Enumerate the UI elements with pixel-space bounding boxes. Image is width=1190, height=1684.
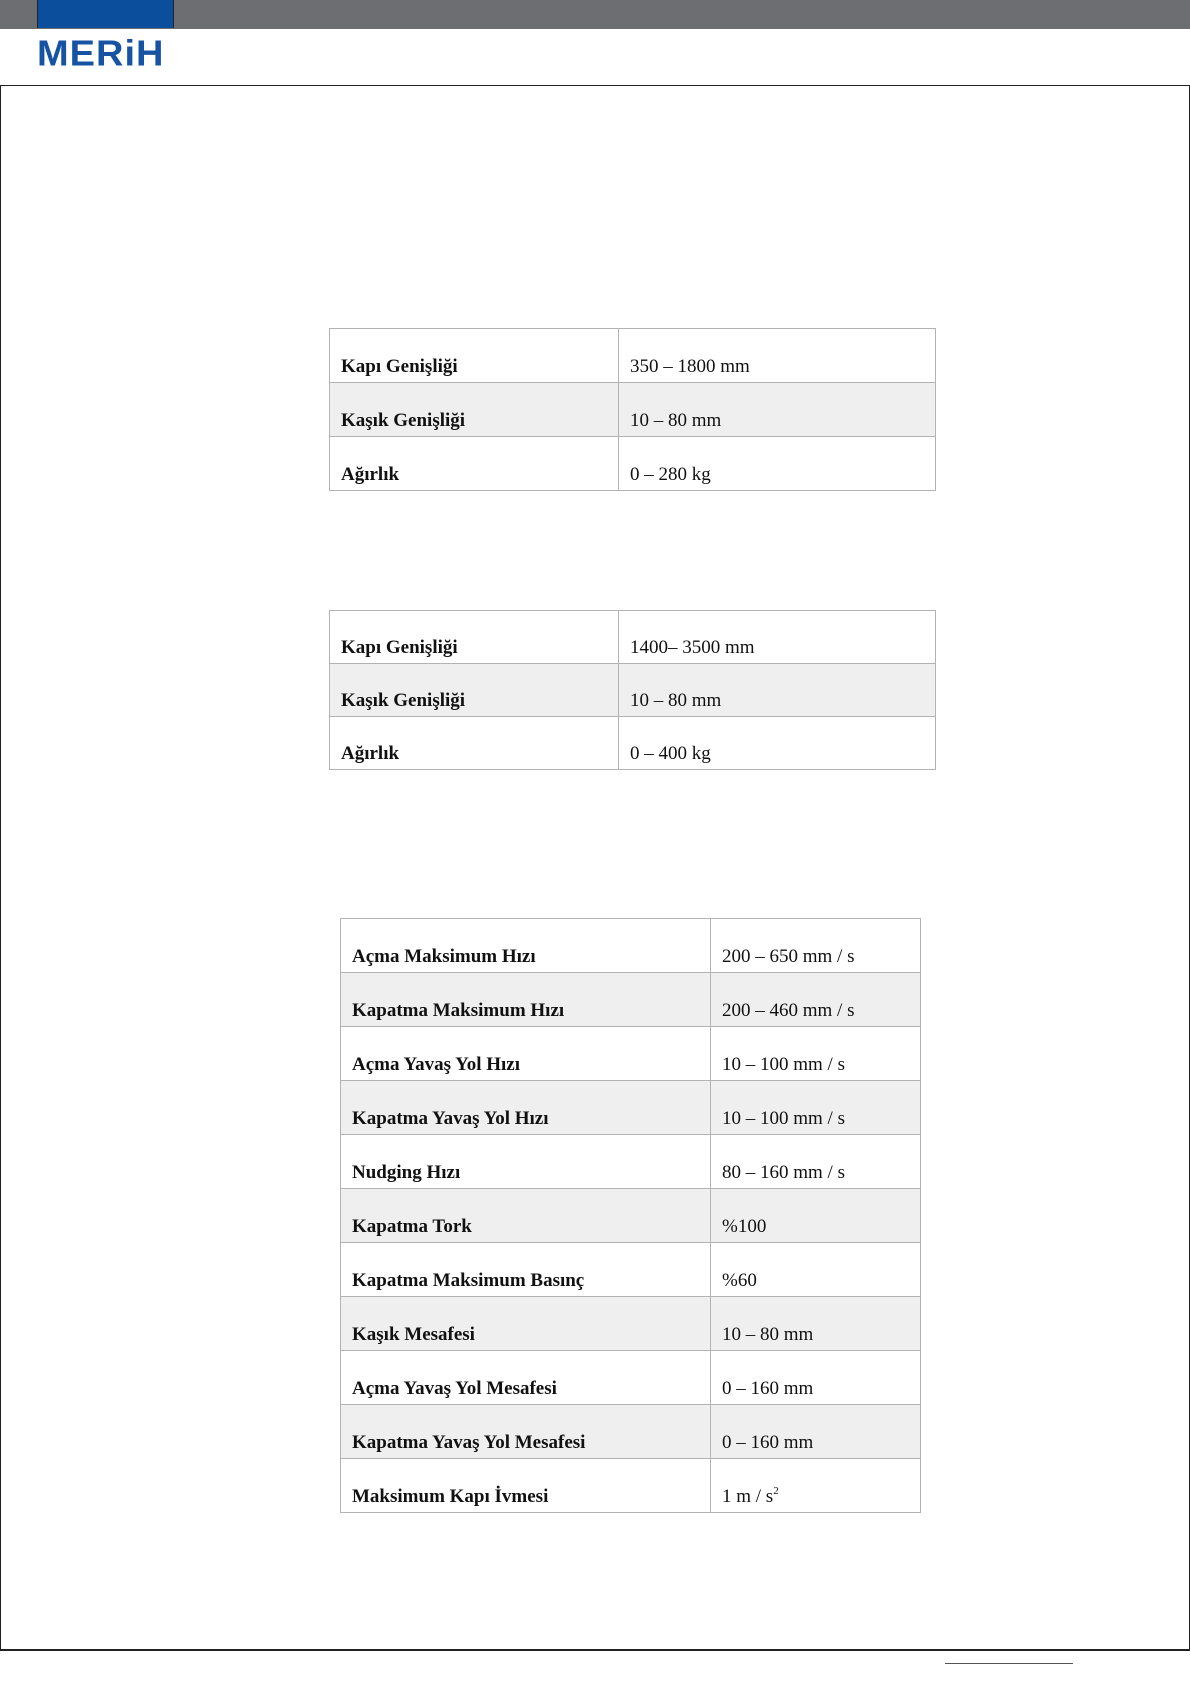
row-label: Maksimum Kapı İvmesi — [341, 1459, 711, 1513]
table-row — [330, 717, 936, 770]
table-row — [341, 1351, 921, 1405]
row-label: Kapatma Yavaş Yol Mesafesi — [341, 1405, 711, 1459]
table-row — [330, 437, 936, 491]
table-row — [341, 1189, 921, 1243]
row-value: %60 — [711, 1243, 921, 1297]
footer-rule — [0, 1649, 1190, 1651]
table-row — [341, 1027, 921, 1081]
row-label: Kapatma Maksimum Basınç — [341, 1243, 711, 1297]
spec-table-1 — [329, 328, 936, 491]
row-value: 0 – 400 kg — [619, 717, 936, 770]
row-label: Ağırlık — [330, 437, 619, 491]
value-text: 1 m / s — [722, 1486, 774, 1507]
table-row — [330, 664, 936, 717]
row-label: Ağırlık — [330, 717, 619, 770]
row-value: 0 – 160 mm — [711, 1351, 921, 1405]
row-label: Açma Yavaş Yol Hızı — [341, 1027, 711, 1081]
row-value: 350 – 1800 mm — [619, 329, 936, 383]
table-row — [341, 1459, 921, 1513]
table-row — [341, 1405, 921, 1459]
row-value: 10 – 80 mm — [619, 664, 936, 717]
table-row — [341, 1243, 921, 1297]
table-row — [341, 973, 921, 1027]
row-value: 0 – 160 mm — [711, 1405, 921, 1459]
row-label: Kapatma Yavaş Yol Hızı — [341, 1081, 711, 1135]
value-superscript: 2 — [773, 1485, 779, 1497]
spec-table-2 — [329, 610, 936, 770]
row-label: Açma Maksimum Hızı — [341, 919, 711, 973]
row-label: Kaşık Genişliği — [330, 383, 619, 437]
page-header — [0, 29, 1190, 86]
row-value: 10 – 100 mm / s — [711, 1081, 921, 1135]
table-row — [341, 1135, 921, 1189]
footer-short-rule — [945, 1663, 1073, 1664]
row-label: Kaşık Mesafesi — [341, 1297, 711, 1351]
table-row — [341, 1297, 921, 1351]
row-value: 200 – 460 mm / s — [711, 973, 921, 1027]
merih-logo: MERiH — [37, 34, 165, 74]
top-bar-accent — [37, 0, 174, 28]
row-label: Nudging Hızı — [341, 1135, 711, 1189]
row-label: Kaşık Genişliği — [330, 664, 619, 717]
row-value: 10 – 80 mm — [711, 1297, 921, 1351]
top-bar — [0, 0, 1190, 29]
row-value — [711, 1459, 921, 1513]
row-value: 200 – 650 mm / s — [711, 919, 921, 973]
table-row — [341, 919, 921, 973]
table-row — [330, 611, 936, 664]
spec-table-3 — [340, 918, 921, 1513]
table-row — [330, 329, 936, 383]
row-label: Kapatma Tork — [341, 1189, 711, 1243]
row-value: 80 – 160 mm / s — [711, 1135, 921, 1189]
row-label: Açma Yavaş Yol Mesafesi — [341, 1351, 711, 1405]
row-value: 10 – 100 mm / s — [711, 1027, 921, 1081]
row-value: 1400– 3500 mm — [619, 611, 936, 664]
row-value: %100 — [711, 1189, 921, 1243]
row-value: 10 – 80 mm — [619, 383, 936, 437]
table-row — [341, 1081, 921, 1135]
row-value: 0 – 280 kg — [619, 437, 936, 491]
row-label: Kapı Genişliği — [330, 611, 619, 664]
table-row — [330, 383, 936, 437]
row-label: Kapatma Maksimum Hızı — [341, 973, 711, 1027]
row-label: Kapı Genişliği — [330, 329, 619, 383]
